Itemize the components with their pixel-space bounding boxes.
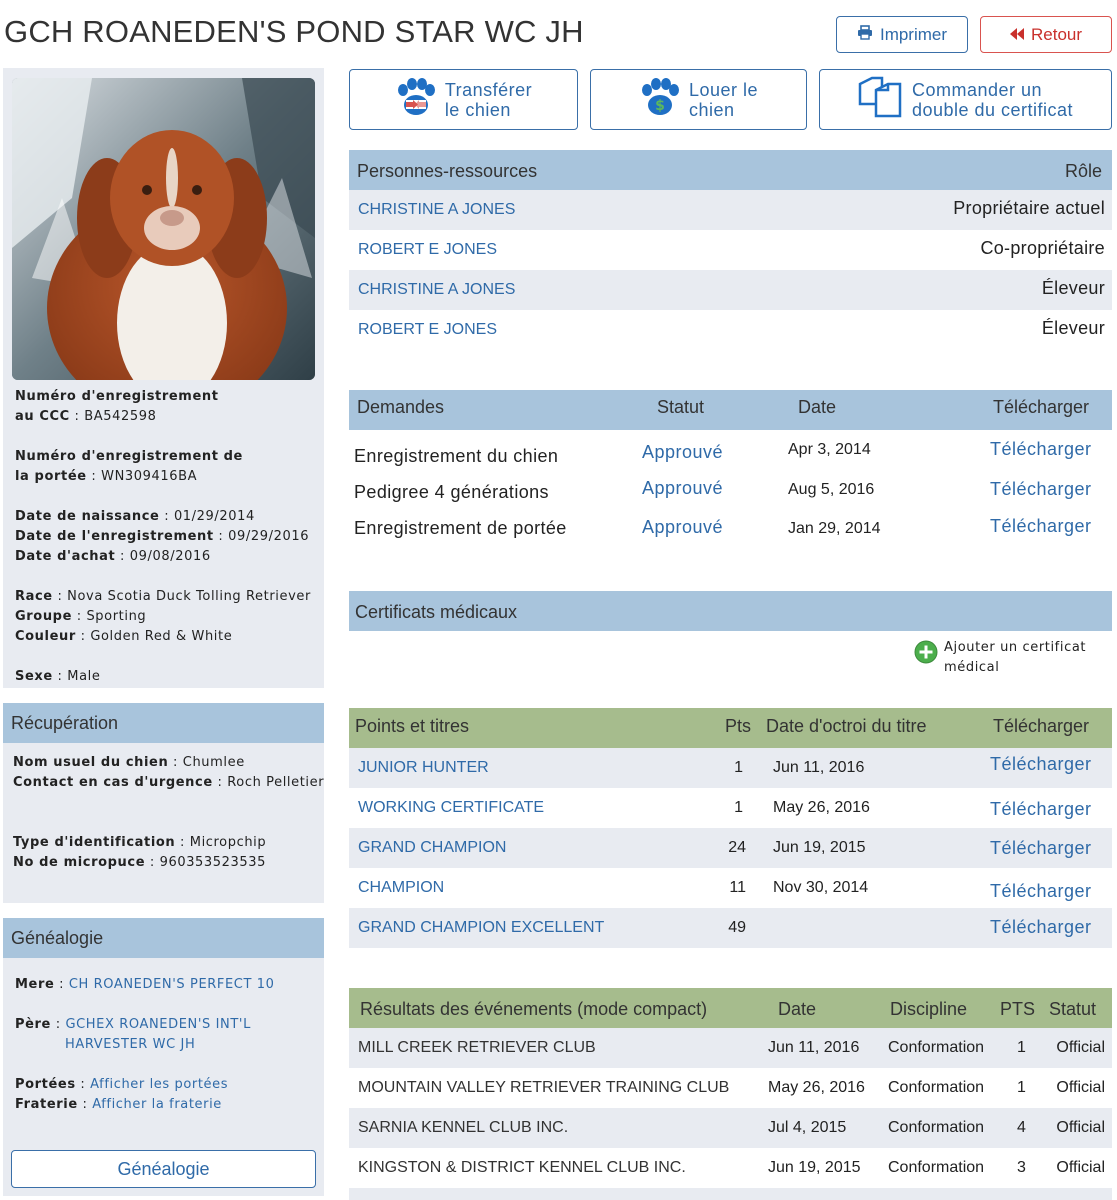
title-row: [349, 868, 1112, 908]
order-duplicate-button[interactable]: [819, 69, 1112, 130]
event-club: KINGSTON & DISTRICT KENNEL CLUB INC.: [358, 1159, 686, 1176]
ccc-number: BA542598: [84, 409, 157, 424]
microchip-number: 960353523535: [159, 855, 267, 870]
show-litters-link[interactable]: Afficher les portées: [90, 1077, 229, 1092]
registration-date: 09/29/2016: [228, 529, 310, 544]
title-download-link[interactable]: Télécharger: [990, 881, 1092, 901]
event-club: MILL CREEK RETRIEVER CLUB: [358, 1039, 596, 1056]
title-row: [349, 908, 1112, 948]
event-status: Official: [1056, 1119, 1105, 1136]
page-title: GCH ROANEDEN'S POND STAR WC JH: [4, 14, 584, 49]
duplicate-label-1: Commander un: [911, 79, 1043, 100]
contact-role: Éleveur: [1041, 278, 1105, 298]
title-download-link[interactable]: Télécharger: [990, 754, 1092, 774]
event-row: [349, 1148, 1112, 1188]
event-discipline: Conformation: [888, 1159, 985, 1176]
request-name: Enregistrement de portée: [354, 518, 567, 538]
recovery-heading: Récupération: [3, 703, 324, 743]
contact-role: Éleveur: [1041, 318, 1105, 338]
title-row: [349, 828, 1112, 868]
copy-documents-icon: [858, 76, 902, 123]
registration-info: Numéro d'enregistrement au CCC : BA542598 Numéro d'enregistrement de la portée : WN309416BA Date de naissance : 01/29/2014 Date de l'enregistrement : 09/29/2016 Date d'achat : 09/08/2016 Race : Nova Scotia Duck Tolling Retriever Groupe : Sporting Couleur : Golden Red & White Sexe : Male: [15, 389, 311, 684]
event-row: [349, 1108, 1112, 1148]
contacts-header: [349, 150, 1112, 190]
request-date: Aug 5, 2016: [788, 481, 875, 498]
title-pts: 24: [728, 839, 746, 856]
event-pts: 4: [1017, 1119, 1026, 1136]
title-row: [349, 788, 1112, 828]
birth-date: 01/29/2014: [173, 509, 255, 524]
contact-role: Propriétaire actuel: [953, 198, 1105, 218]
breed: Nova Scotia Duck Tolling Retriever: [67, 589, 311, 604]
request-download-link[interactable]: Télécharger: [990, 479, 1092, 499]
color: Golden Red & White: [90, 629, 233, 644]
paw-transfer-icon: [395, 78, 435, 121]
request-row: [349, 436, 1112, 476]
title-name-link[interactable]: GRAND CHAMPION: [358, 839, 507, 856]
events-date-heading: Date: [778, 999, 817, 1019]
father-link-line2[interactable]: HARVESTER WC JH: [65, 1037, 196, 1052]
print-button[interactable]: [836, 16, 968, 53]
title-download-link[interactable]: Télécharger: [990, 799, 1092, 819]
title-pts: 11: [729, 879, 746, 896]
title-name-link[interactable]: GRAND CHAMPION EXCELLENT: [358, 919, 605, 936]
title-date: May 26, 2016: [773, 799, 870, 816]
role-heading: Rôle: [1064, 161, 1102, 181]
event-discipline: Conformation: [888, 1119, 985, 1136]
contact-name-link[interactable]: ROBERT E JONES: [358, 241, 497, 258]
genealogy-info: Mere : CH ROANEDEN'S PERFECT 10 Père : GCHEX ROANEDEN'S INT'L HARVESTER WC JH Portées : Afficher les portées Fraterie : Afficher la fraterie: [15, 977, 275, 1112]
lease-label-1: Louer le: [688, 79, 759, 100]
printer-icon: [857, 25, 873, 45]
back-label: Retour: [1030, 24, 1083, 44]
contact-row: [349, 270, 1112, 310]
event-pts: 1: [1017, 1039, 1026, 1056]
paw-lease-icon: [639, 78, 679, 121]
dog-photo: [12, 78, 315, 380]
genealogy-heading: Généalogie: [3, 918, 324, 958]
purchase-date: 09/08/2016: [129, 549, 211, 564]
emergency-contact: Roch Pelletier: [227, 775, 325, 790]
title-download-link[interactable]: Télécharger: [990, 838, 1092, 858]
transfer-label-2: le chien: [444, 99, 511, 120]
request-date: Jan 29, 2014: [788, 520, 881, 537]
contact-row: [349, 230, 1112, 270]
contact-role: Co-propriétaire: [980, 238, 1105, 258]
contact-name-link[interactable]: CHRISTINE A JONES: [358, 201, 516, 218]
contacts-heading: Personnes-ressources: [357, 161, 538, 181]
contact-name-link[interactable]: CHRISTINE A JONES: [358, 281, 516, 298]
title-pts: 1: [734, 759, 743, 776]
duplicate-label-2: double du certificat: [911, 99, 1074, 120]
backward-icon: [1010, 25, 1024, 45]
add-medical-label-1: Ajouter un certificat: [944, 640, 1087, 655]
event-discipline: Conformation: [888, 1039, 985, 1056]
event-row: [349, 1028, 1112, 1068]
svg-text:$: $: [655, 98, 665, 114]
event-discipline: Conformation: [888, 1079, 985, 1096]
title-pts: 1: [734, 799, 743, 816]
back-button[interactable]: [980, 16, 1112, 53]
group: Sporting: [86, 609, 147, 624]
transfer-label-1: Transférer: [444, 79, 533, 100]
event-row: [349, 1068, 1112, 1108]
id-type: Micropchip: [189, 835, 267, 850]
request-status: Approuvé: [642, 517, 724, 537]
date-heading: Date: [798, 397, 837, 417]
requests-heading: Demandes: [357, 397, 445, 417]
request-status: Approuvé: [642, 478, 724, 498]
request-name: Pedigree 4 générations: [354, 482, 549, 502]
request-name: Enregistrement du chien: [354, 446, 559, 466]
litter-number: WN309416BA: [101, 469, 198, 484]
event-pts: 3: [1017, 1159, 1026, 1176]
discipline-heading: Discipline: [890, 999, 968, 1019]
event-club: MOUNTAIN VALLEY RETRIEVER TRAINING CLUB: [358, 1079, 730, 1096]
print-label: Imprimer: [879, 24, 948, 44]
recovery-info: Nom usuel du chien : Chumlee Contact en cas d'urgence : Roch Pelletier Type d'identification : Micropchip No de micropuce : 960353523535: [13, 755, 325, 870]
event-date: Jun 11, 2016: [768, 1039, 860, 1056]
father-link[interactable]: GCHEX ROANEDEN'S INT'L: [65, 1017, 251, 1032]
requests-header: [349, 390, 1112, 430]
events-heading: Résultats des événements (mode compact): [360, 999, 708, 1019]
contact-row: [349, 310, 1112, 350]
event-row-partial: [349, 1188, 1112, 1200]
title-pts: 49: [728, 919, 746, 936]
title-row: [349, 748, 1112, 788]
event-date: Jul 4, 2015: [768, 1119, 847, 1136]
request-date: Apr 3, 2014: [788, 441, 871, 458]
event-status: Official: [1056, 1039, 1105, 1056]
mother-link[interactable]: CH ROANEDEN'S PERFECT 10: [68, 977, 275, 992]
request-download-link[interactable]: Télécharger: [990, 516, 1092, 536]
title-date: Jun 11, 2016: [773, 759, 865, 776]
status-heading: Statut: [657, 397, 705, 417]
lease-label-2: chien: [688, 99, 735, 120]
call-name: Chumlee: [182, 755, 245, 770]
request-row: [349, 508, 1112, 548]
titles-heading: Points et titres: [355, 716, 470, 736]
download-heading: Télécharger: [993, 397, 1090, 417]
add-medical-certificate[interactable]: [914, 638, 1086, 678]
event-status: Official: [1056, 1079, 1105, 1096]
titles-download-heading: Télécharger: [993, 716, 1090, 736]
transfer-dog-button[interactable]: [349, 69, 578, 130]
award-date-heading: Date d'octroi du titre: [766, 716, 927, 736]
medical-heading: Certificats médicaux: [355, 602, 518, 622]
event-club: SARNIA KENNEL CLUB INC.: [358, 1119, 569, 1136]
sex: Male: [67, 669, 101, 684]
event-date: May 26, 2016: [768, 1079, 865, 1096]
events-pts-heading: PTS: [1000, 999, 1036, 1019]
genealogy-button[interactable]: Généalogie: [11, 1150, 316, 1188]
events-header: [349, 988, 1112, 1028]
add-medical-label-2: médical: [944, 660, 1000, 675]
pts-heading: Pts: [725, 716, 752, 736]
title-name-link[interactable]: CHAMPION: [358, 879, 445, 896]
title-name-link[interactable]: WORKING CERTIFICATE: [358, 799, 545, 816]
event-status: Official: [1056, 1159, 1105, 1176]
lease-dog-button[interactable]: [590, 69, 807, 130]
titles-header: [349, 708, 1112, 748]
title-download-link[interactable]: Télécharger: [990, 917, 1092, 937]
show-siblings-link[interactable]: Afficher la fraterie: [92, 1097, 222, 1112]
medical-header: [349, 591, 1112, 631]
events-status-heading: Statut: [1049, 999, 1097, 1019]
title-date: Jun 19, 2015: [773, 839, 866, 856]
event-date: Jun 19, 2015: [768, 1159, 861, 1176]
title-name-link[interactable]: JUNIOR HUNTER: [358, 759, 489, 776]
title-date: Nov 30, 2014: [773, 879, 869, 896]
request-status: Approuvé: [642, 442, 724, 462]
request-row: [349, 472, 1112, 512]
contact-name-link[interactable]: ROBERT E JONES: [358, 321, 497, 338]
contact-row: [349, 190, 1112, 230]
event-pts: 1: [1017, 1079, 1026, 1096]
add-circle-icon: [914, 640, 938, 669]
request-download-link[interactable]: Télécharger: [990, 439, 1092, 459]
